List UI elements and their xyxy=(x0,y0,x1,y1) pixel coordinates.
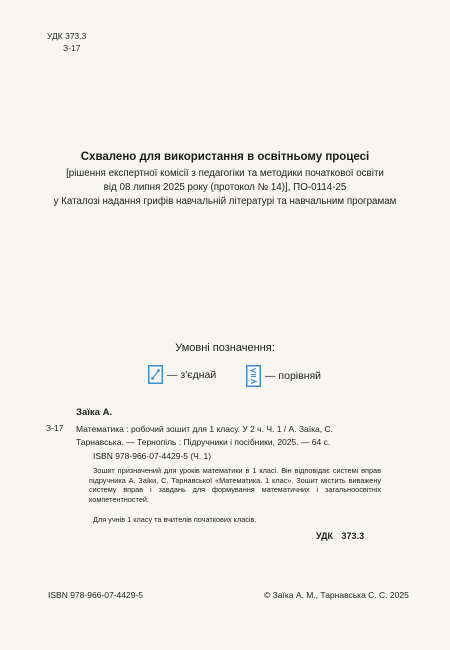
approval-line: від 08 липня 2025 року (протокол № 14)], ПО-0114-25 xyxy=(103,182,347,193)
biblio-annotation xyxy=(89,466,381,504)
footer-copyright: © Заїка А. М., Тарнавська С. С. 2025 xyxy=(264,590,409,600)
legend-compare-label: — порівняй xyxy=(265,370,322,382)
legend-join-label: — з'єднай xyxy=(167,368,217,381)
footer-isbn: ISBN 978-966-07-4429-5 xyxy=(48,590,143,600)
legend-join xyxy=(148,365,216,384)
join-icon xyxy=(148,365,163,384)
approval-title: Схвалено для використання в освітньому процесі xyxy=(80,151,370,163)
biblio-isbn: ISBN 978-966-07-4429-5 (Ч. 1) xyxy=(93,451,212,461)
biblio-author: Заїка А. xyxy=(76,407,113,418)
author-code-top: З-17 xyxy=(63,43,81,53)
compare-icon xyxy=(246,365,261,387)
udk-top: УДК 373.3 xyxy=(47,31,87,41)
biblio-audience: Для учнів 1 класу та вчителів початкових класів. xyxy=(93,515,257,524)
biblio-code: З-17 xyxy=(46,423,64,433)
annotation-paragraph: Зошит призначений для уроків математики в 1 класі. Він відповідає системі вправ підручника А. Заїки, С. Тарнавської «Математика. 1 клас». Зошит містить виважену систему вправ і завдань для формування математичних і загальноосвітніх компетентностей. xyxy=(89,466,381,504)
udk-bottom: УДК 373.3 xyxy=(316,531,365,541)
legend-compare xyxy=(246,365,321,387)
approval-block xyxy=(20,150,430,209)
approval-line: у Каталозі надання грифів навчальній літературі та навчальним програмам xyxy=(53,196,397,207)
legend-title: Умовні позначення: xyxy=(175,342,275,354)
approval-line: [рішення експертної комісії з педагогіки та методики початкової освіти xyxy=(66,168,384,179)
biblio-entry: Математика : робочий зошит для 1 класу. У 2 ч. Ч. 1 / А. Заїка, С. Тарнавська. — Тернопіль : Підручники і посібники, 2025. — 64 с. xyxy=(76,424,334,447)
